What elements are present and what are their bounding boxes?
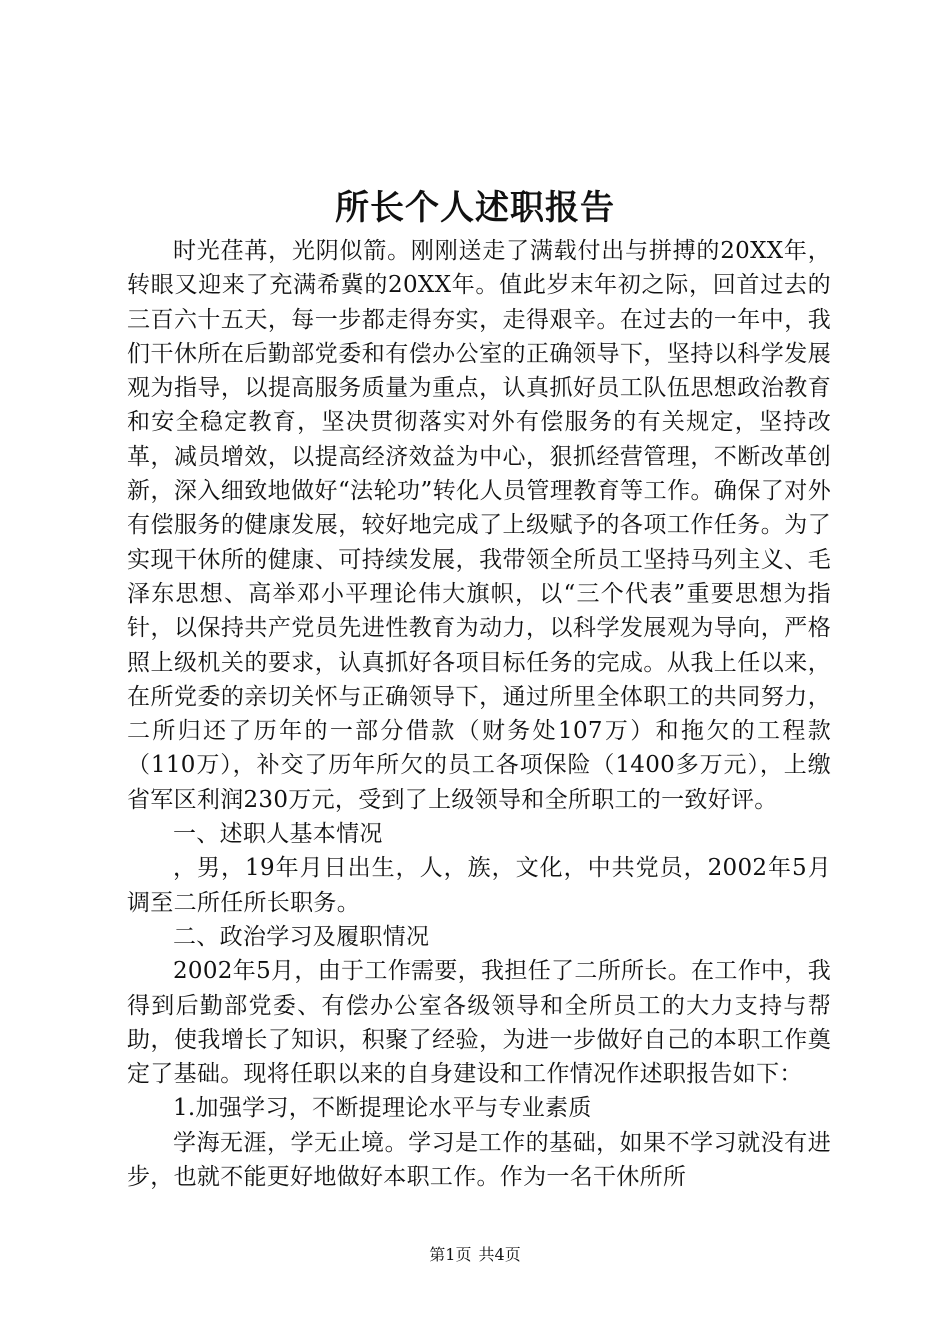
document-title: 所长个人述职报告 xyxy=(335,188,615,228)
paragraph-basic-info: ，男，19年月日出生，人，族，文化，中共党员，2002年5月调至二所任所长职务。 xyxy=(127,855,831,916)
section-heading-political-study: 二、政治学习及履职情况 xyxy=(173,923,430,950)
subsection-heading-study: 1.加强学习，不断提理论水平与专业素质 xyxy=(173,1095,592,1122)
paragraph-intro: 时光荏苒，光阴似箭。刚刚送走了满载付出与拼搏的20XX年，转眼又迎来了充满希冀的20XX年。值此岁末年初之际，回首过去的三百六十五天，每一步都走得夯实，走得艰辛。在过去的一年中，我们干休所在后勤部党委和有偿办公室的正确领导下，坚持以科学发展观为指导，以提高服务质量为重点，认真抓好员工队伍思想政治教育和安全稳定教育，坚决贯彻落实对外有偿服务的有关规定，坚持改革，减员增效，以提高经济效益为中心，狠抓经营管理，不断改革创新，深入细致地做好“法轮功”转化人员管理教育等工作。确保了对外有偿服务的健康发展，较好地完成了上级赋予的各项工作任务。为了实现干休所的健康、可持续发展，我带领全所员工坚持马列主义、毛泽东思想、高举邓小平理论伟大旗帜，以“三个代表”重要思想为指针，以保持共产党员先进性教育为动力，以科学发展观为导向，严格照上级机关的要求，认真抓好各项目标任务的完成。从我上任以来，在所党委的亲切关怀与正确领导下，通过所里全体职工的共同努力，二所归还了历年的一部分借款（财务处107万）和拖欠的工程款（110万），补交了历年所欠的员工各项保险（1400多万元），上缴省军区利润230万元，受到了上级领导和全所职工的一致好评。 xyxy=(127,238,831,813)
section-heading-basic-info: 一、述职人基本情况 xyxy=(173,821,383,848)
paragraph-study: 学海无涯，学无止境。学习是工作的基础，如果不学习就没有进步，也就不能更好地做好本职工作。作为一名干休所所 xyxy=(127,1129,831,1191)
document-body xyxy=(127,234,831,1194)
paragraph-political-study: 2002年5月，由于工作需要，我担任了二所所长。在工作中，我得到后勤部党委、有偿办公室各级领导和全所员工的大力支持与帮助，使我增长了知识，积聚了经验，为进一步做好自己的本职工作奠定了基础。现将任职以来的自身建设和工作情况作述职报告如下： xyxy=(127,958,831,1088)
page-number-footer: 第1页 共4页 xyxy=(429,1245,521,1264)
